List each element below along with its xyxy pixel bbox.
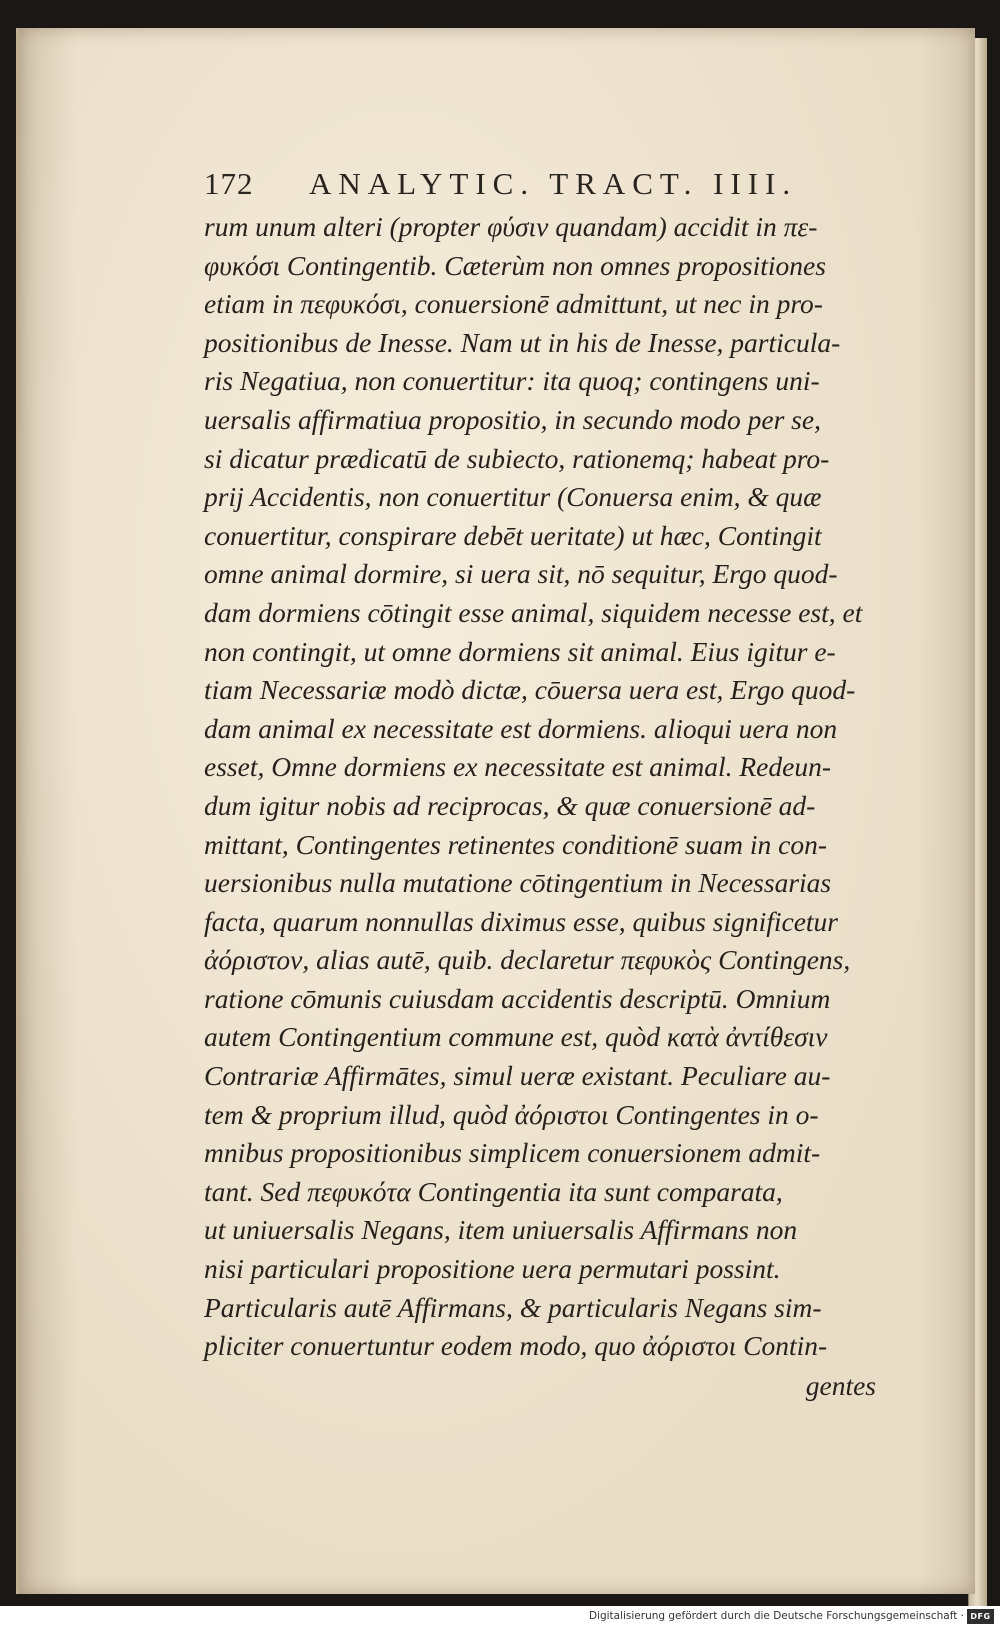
funding-credit: Digitalisierung gefördert durch die Deutsche Forschungsgemeinschaft ·: [588, 1610, 964, 1622]
text-line: positionibus de Inesse. Nam ut in his de Inesse, particula-: [204, 326, 841, 358]
text-line: tiam Necessariæ modò dictæ, cōuersa uera est, Ergo quod-: [204, 674, 856, 706]
text-line: tem & proprium illud, quòd ἀόριστοι Contingentes in o-: [204, 1098, 819, 1130]
text-line: ἀόριστον, alias autē, quib. declaretur πεφυκὸς Contingens,: [204, 944, 851, 976]
text-line: uersionibus nulla mutatione cōtingentium in Necessarias: [204, 867, 832, 899]
body-text: [204, 208, 884, 1406]
text-line: ris Negatiua, non conuertitur: ita quoq; contingens uni-: [204, 365, 820, 397]
text-line: autem Contingentium commune est, quòd κατὰ ἀντίθεσιν: [204, 1021, 828, 1053]
text-line: dum igitur nobis ad reciprocas, & quæ conuersionē ad-: [204, 789, 816, 821]
text-line: Particularis autē Affirmans, & particularis Negans sim-: [204, 1291, 822, 1323]
text-line: nisi particulari propositione uera permutari possint.: [204, 1253, 781, 1285]
text-line: prij Accidentis, non conuertitur (Conuersa enim, & quæ: [204, 481, 822, 513]
text-line: pliciter conuertuntur eodem modo, quo ἀόριστοι Contin-: [204, 1330, 828, 1362]
text-line: ratione cōmunis cuiusdam accidentis descriptū. Omnium: [204, 982, 831, 1014]
text-line: non contingit, ut omne dormiens sit animal. Eius igitur e-: [204, 635, 836, 667]
text-line: etiam in πεφυκόσι, conuersionē admittunt, ut nec in pro-: [204, 288, 823, 320]
text-line: dam dormiens cōtingit esse animal, siquidem necesse est, et: [204, 596, 863, 628]
text-line: omne animal dormire, si uera sit, nō sequitur, Ergo quod-: [204, 558, 838, 590]
text-line: dam animal ex necessitate est dormiens. alioqui uera non: [204, 712, 838, 744]
digitization-footer: [0, 1606, 1000, 1628]
text-line: ut uniuersalis Negans, item uniuersalis Affirmans non: [204, 1214, 798, 1246]
text-line: mnibus propositionibus simplicem conuersionem admit-: [204, 1137, 821, 1169]
text-line: conuertitur, conspirare debēt ueritate) ut hæc, Contingit: [204, 519, 822, 551]
text-line: mittant, Contingentes retinentes conditionē suam in con-: [204, 828, 827, 860]
text-line: uersalis affirmatiua propositio, in secundo modo per se,: [204, 403, 821, 435]
running-head: ANALYTIC. TRACT. IIII.: [309, 166, 798, 201]
catchword: gentes: [805, 1369, 876, 1401]
dfg-logo-icon: DFG: [967, 1609, 994, 1624]
page-number: 172: [204, 166, 254, 201]
text-line: esset, Omne dormiens ex necessitate est animal. Redeun-: [204, 751, 831, 783]
text-line: φυκόσι Contingentib. Cæterùm non omnes propositiones: [204, 249, 826, 281]
text-line: Contrariæ Affirmātes, simul ueræ existant. Peculiare au-: [204, 1060, 831, 1092]
text-line: facta, quarum nonnullas diximus esse, quibus significetur: [204, 905, 839, 937]
text-line: si dicatur prædicatū de subiecto, rationemq; habeat pro-: [204, 442, 830, 474]
text-line: rum unum alteri (propter φύσιν quandam) accidit in πε-: [204, 211, 818, 242]
text-line: tant. Sed πεφυκότα Contingentia ita sunt comparata,: [204, 1175, 783, 1207]
page-header: [204, 162, 884, 206]
